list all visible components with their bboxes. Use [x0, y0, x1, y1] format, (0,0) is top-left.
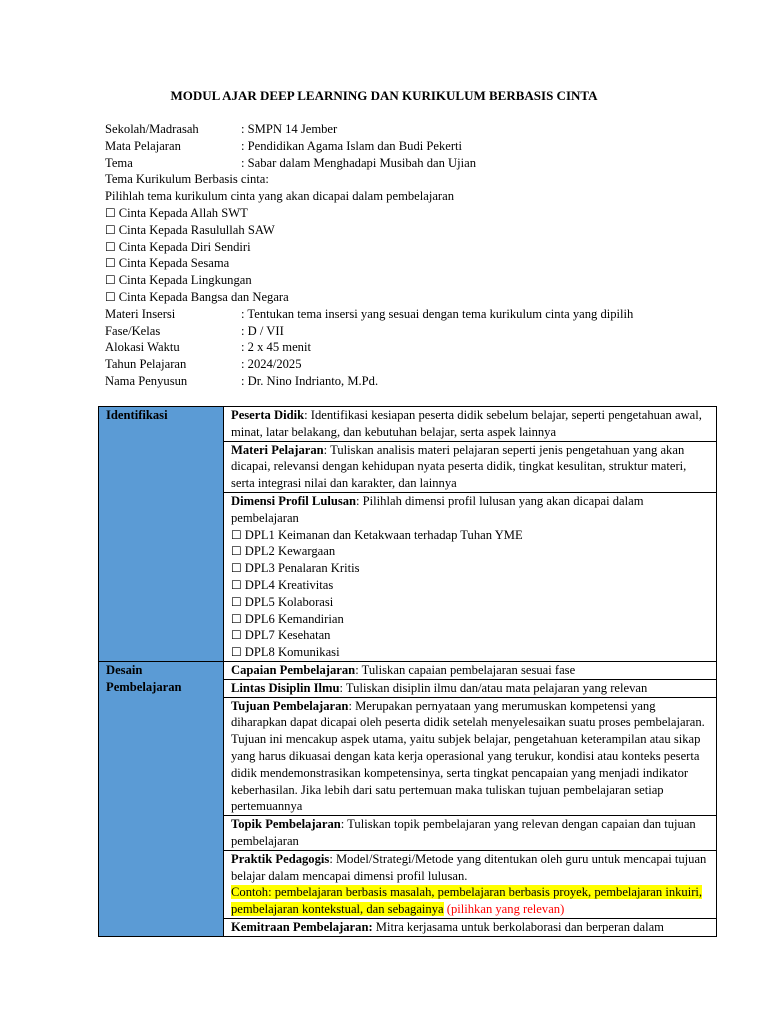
info-row-materi [105, 306, 705, 323]
checkbox-icon[interactable]: ☐ [231, 611, 242, 626]
cinta-option[interactable] [105, 239, 705, 256]
dpl-option-label: DPL6 Kemandirian [244, 611, 344, 626]
dpl-option[interactable] [231, 644, 711, 661]
cell-text: Mitra kerjasama untuk berkolaborasi dan berperan dalam [372, 919, 664, 934]
cell-tujuan [224, 697, 717, 816]
info-value: : Tentukan tema insersi yang sesuai dengan tema kurikulum cinta yang dipilih [241, 306, 634, 321]
cinta-option-label: Cinta Kepada Sesama [118, 256, 230, 271]
info-value: : SMPN 14 Jember [241, 122, 338, 136]
info-value: : Dr. Nino Indrianto, M.Pd. [241, 373, 379, 388]
info-label: Mata Pelajaran [105, 138, 181, 153]
checkbox-icon[interactable]: ☐ [105, 222, 116, 237]
cell-text: : Tuliskan analisis materi pelajaran seperti jenis pengetahuan yang akan dicapai, relevansi dengan kehidupan nyata peserta didik, tingkat kesulitan, struktur materi, serta integrasi nilai dan karakter, dan lainnya [231, 442, 687, 491]
cell-capaian [224, 661, 717, 679]
info-label: Tahun Pelajaran [105, 357, 187, 372]
section-desain: Desain Pembelajaran [99, 661, 224, 936]
module-info [105, 121, 705, 390]
info-label: Fase/Kelas [105, 323, 161, 338]
checkbox-icon[interactable]: ☐ [231, 645, 242, 660]
info-row-tema [105, 155, 705, 172]
dpl-option-label: DPL7 Kesehatan [244, 628, 331, 643]
cell-text: : Pilihlah dimensi profil lulusan yang akan dicapai dalam pembelajaran [231, 493, 644, 525]
cinta-option-label: Cinta Kepada Rasulullah SAW [118, 222, 275, 237]
checkbox-icon[interactable]: ☐ [231, 628, 242, 643]
cell-key: Materi Pelajaran [231, 442, 324, 457]
dpl-option[interactable] [231, 543, 711, 560]
cinta-option[interactable] [105, 272, 705, 289]
dpl-option-label: DPL3 Penalaran Kritis [244, 561, 360, 576]
cinta-option-label: Cinta Kepada Allah SWT [118, 205, 248, 220]
cell-dimensi-profil [224, 492, 717, 661]
cinta-option-label: Cinta Kepada Diri Sendiri [118, 239, 251, 254]
checkbox-icon[interactable]: ☐ [105, 273, 116, 288]
info-value: : 2 x 45 menit [241, 340, 311, 355]
info-row-tahun [105, 356, 705, 373]
checkbox-icon[interactable]: ☐ [231, 577, 242, 592]
dpl-option-label: DPL1 Keimanan dan Ketakwaan terhadap Tuhan YME [244, 527, 523, 542]
table-row [99, 407, 717, 442]
cell-praktik [224, 850, 717, 918]
cell-text: : Tuliskan disiplin ilmu dan/atau mata pelajaran yang relevan [339, 680, 648, 695]
cell-topik [224, 816, 717, 851]
cinta-option[interactable] [105, 289, 705, 306]
info-row-alokasi [105, 339, 705, 356]
info-row-fase [105, 323, 705, 340]
checkbox-icon[interactable]: ☐ [231, 527, 242, 542]
section-identifikasi: Identifikasi [99, 407, 224, 662]
cinta-option[interactable] [105, 255, 705, 272]
cinta-option-label: Cinta Kepada Lingkungan [118, 273, 252, 288]
info-value: : D / VII [241, 323, 284, 338]
cinta-option[interactable] [105, 205, 705, 222]
info-value: : 2024/2025 [241, 357, 302, 372]
cell-key: Praktik Pedagogis [231, 851, 330, 866]
info-value: : Sabar dalam Menghadapi Musibah dan Ujian [241, 155, 477, 170]
info-row-penyusun [105, 373, 705, 390]
checkbox-icon[interactable]: ☐ [105, 289, 116, 304]
info-label: Alokasi Waktu [105, 340, 180, 355]
contoh-highlight: Contoh: pembelajaran berbasis masalah, pembelajaran berbasis proyek, pembelajaran inkuiri, pembelajaran kontekstual, dan sebagainya [231, 885, 703, 917]
cinta-option[interactable] [105, 222, 705, 239]
checkbox-icon[interactable]: ☐ [105, 239, 116, 254]
table-row [99, 661, 717, 679]
cell-key: Peserta Didik [231, 408, 305, 422]
cell-peserta-didik [224, 407, 717, 442]
dpl-option[interactable] [231, 560, 711, 577]
cell-lintas-disiplin [224, 679, 717, 697]
dpl-option-label: DPL4 Kreativitas [244, 577, 334, 592]
document-title: MODUL AJAR DEEP LEARNING DAN KURIKULUM BERBASIS CINTA [170, 88, 598, 103]
dpl-option[interactable] [231, 594, 711, 611]
cell-key: Tujuan Pembelajaran [231, 698, 349, 713]
module-table [98, 406, 717, 937]
cell-text: : Identifikasi kesiapan peserta didik sebelum belajar, seperti pengetahuan awal, minat, latar belakang, dan kebutuhan belajar, serta aspek lainnya [231, 408, 702, 439]
dpl-option-label: DPL5 Kolaborasi [244, 594, 334, 609]
cinta-option-label: Cinta Kepada Bangsa dan Negara [118, 289, 289, 304]
info-label: Nama Penyusun [105, 373, 188, 388]
info-row-sekolah [105, 121, 705, 138]
dpl-option[interactable] [231, 627, 711, 644]
cell-text: : Tuliskan capaian pembelajaran sesuai fase [355, 662, 576, 677]
cell-text: : Merupakan pernyataan yang merumuskan kompetensi yang diharapkan dapat dicapai oleh peserta didik setelah menyelesaikan suatu proses pembelajaran. Tujuan ini mencakup aspek utama, yaitu subjek belajar, pengetahuan keterampilan atau sikap yang harus dikuasai dengan kata kerja operasional yang terukur, kondisi atau konteks peserta didik mendemonstrasikan kompetensinya, serta tingkat pencapaian yang menjadi indikator keberhasilan. Jika lebih dari satu pertemuan maka tuliskan tujuan pembelajaran setiap pertemuannya [231, 698, 705, 814]
dimensi-header [231, 493, 711, 527]
cell-key: Capaian Pembelajaran [231, 662, 356, 677]
checkbox-icon[interactable]: ☐ [231, 561, 242, 576]
dpl-option[interactable] [231, 577, 711, 594]
cell-key: Lintas Disiplin Ilmu [231, 680, 340, 695]
checkbox-icon[interactable]: ☐ [231, 544, 242, 559]
dpl-option[interactable] [231, 527, 711, 544]
info-value: : Pendidikan Agama Islam dan Budi Pekerti [241, 138, 463, 153]
info-label: Tema [105, 155, 133, 170]
info-row-mapel [105, 138, 705, 155]
cell-key: Topik Pembelajaran [231, 817, 341, 832]
dpl-option[interactable] [231, 611, 711, 628]
cell-key: Dimensi Profil Lulusan [231, 493, 357, 508]
pilih-instruction: Pilihlah tema kurikulum cinta yang akan dicapai dalam pembelajaran [105, 189, 455, 204]
tema-kbc-label: Tema Kurikulum Berbasis cinta: [105, 172, 269, 187]
checkbox-icon[interactable]: ☐ [231, 594, 242, 609]
dpl-option-label: DPL2 Kewargaan [244, 544, 336, 559]
cell-key: Kemitraan Pembelajaran: [231, 919, 373, 934]
cell-kemitraan [224, 918, 717, 936]
dpl-option-label: DPL8 Komunikasi [244, 645, 340, 660]
info-label: Sekolah/Madrasah [105, 122, 199, 136]
checkbox-icon[interactable]: ☐ [105, 256, 116, 271]
info-label: Materi Insersi [105, 306, 176, 321]
cell-materi-pelajaran [224, 441, 717, 492]
cell-text: : Model/Strategi/Metode yang ditentukan oleh guru untuk mencapai tujuan belajar dalam mencapai dimensi profil lulusan. [231, 851, 707, 883]
cell-text: : Tuliskan topik pembelajaran yang relevan dengan capaian dan tujuan pembelajaran [231, 817, 696, 848]
pilihkan-note: (pilihkan yang relevan) [443, 902, 565, 917]
checkbox-icon[interactable]: ☐ [105, 205, 116, 220]
